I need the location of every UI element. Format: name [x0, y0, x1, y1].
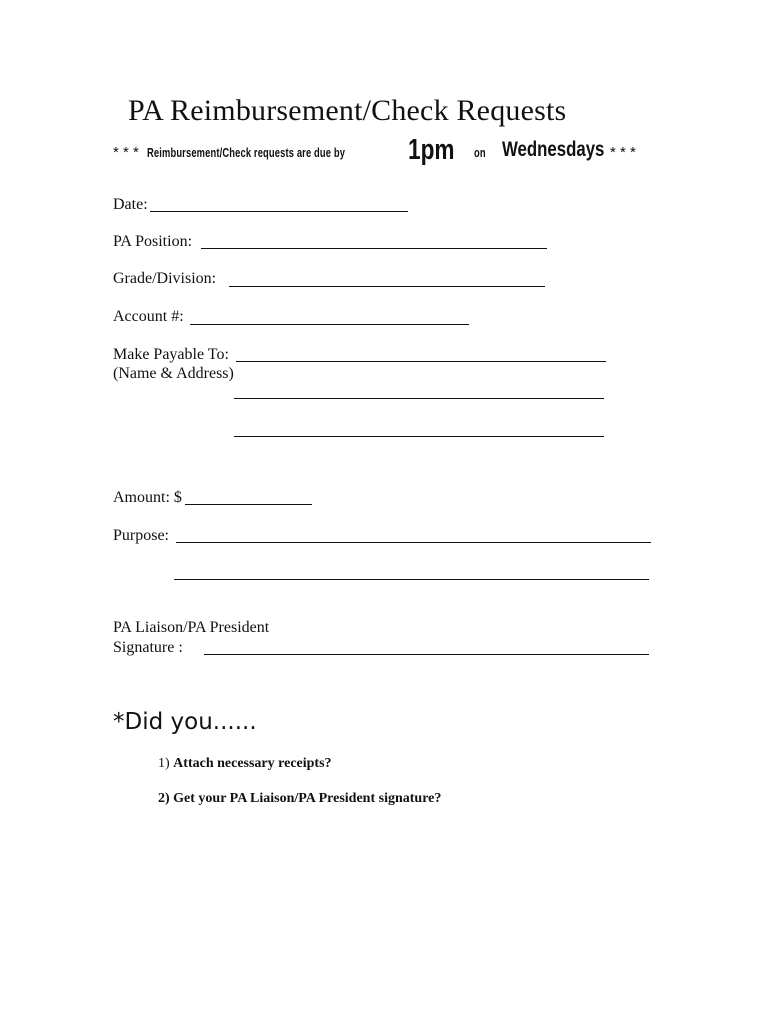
- grade-division-label: Grade/Division:: [113, 270, 217, 287]
- payable-to-sublabel: (Name & Address): [113, 365, 234, 382]
- notice-stars-right: * * *: [610, 144, 636, 161]
- purpose-line-2[interactable]: [174, 579, 649, 580]
- notice-on: on: [474, 145, 486, 160]
- address-line-1[interactable]: [234, 398, 604, 399]
- pa-position-field[interactable]: [201, 248, 547, 249]
- signature-label-line1: PA Liaison/PA President: [113, 619, 270, 636]
- account-field[interactable]: [190, 324, 469, 325]
- notice-day: Wednesdays: [502, 138, 605, 161]
- date-label: Date:: [113, 196, 148, 213]
- notice-stars-left: * * *: [113, 144, 139, 161]
- amount-label: Amount: $: [113, 489, 182, 506]
- checklist-item-1-text: Attach necessary receipts?: [173, 756, 332, 771]
- signature-field[interactable]: [204, 654, 649, 655]
- checklist-heading: *Did you......: [113, 709, 257, 735]
- grade-division-field[interactable]: [229, 286, 545, 287]
- signature-label-line2: Signature :: [113, 639, 183, 656]
- date-field[interactable]: [150, 211, 408, 212]
- purpose-label: Purpose:: [113, 527, 169, 544]
- checklist-item-2: 2) Get your PA Liaison/PA President signature?: [158, 791, 442, 806]
- notice-time: 1pm: [408, 134, 455, 166]
- payable-to-field[interactable]: [236, 361, 606, 362]
- purpose-field[interactable]: [176, 542, 651, 543]
- address-line-2[interactable]: [234, 436, 604, 437]
- notice-text: Reimbursement/Check requests are due by: [147, 145, 346, 160]
- amount-field[interactable]: [185, 504, 312, 505]
- form-title: PA Reimbursement/Check Requests: [128, 94, 567, 127]
- pa-position-label: PA Position:: [113, 233, 193, 250]
- checklist-item-1-number: 1): [158, 756, 170, 771]
- checklist-item-1: [158, 756, 332, 772]
- account-label: Account #:: [113, 308, 184, 325]
- payable-to-label: Make Payable To:: [113, 346, 229, 363]
